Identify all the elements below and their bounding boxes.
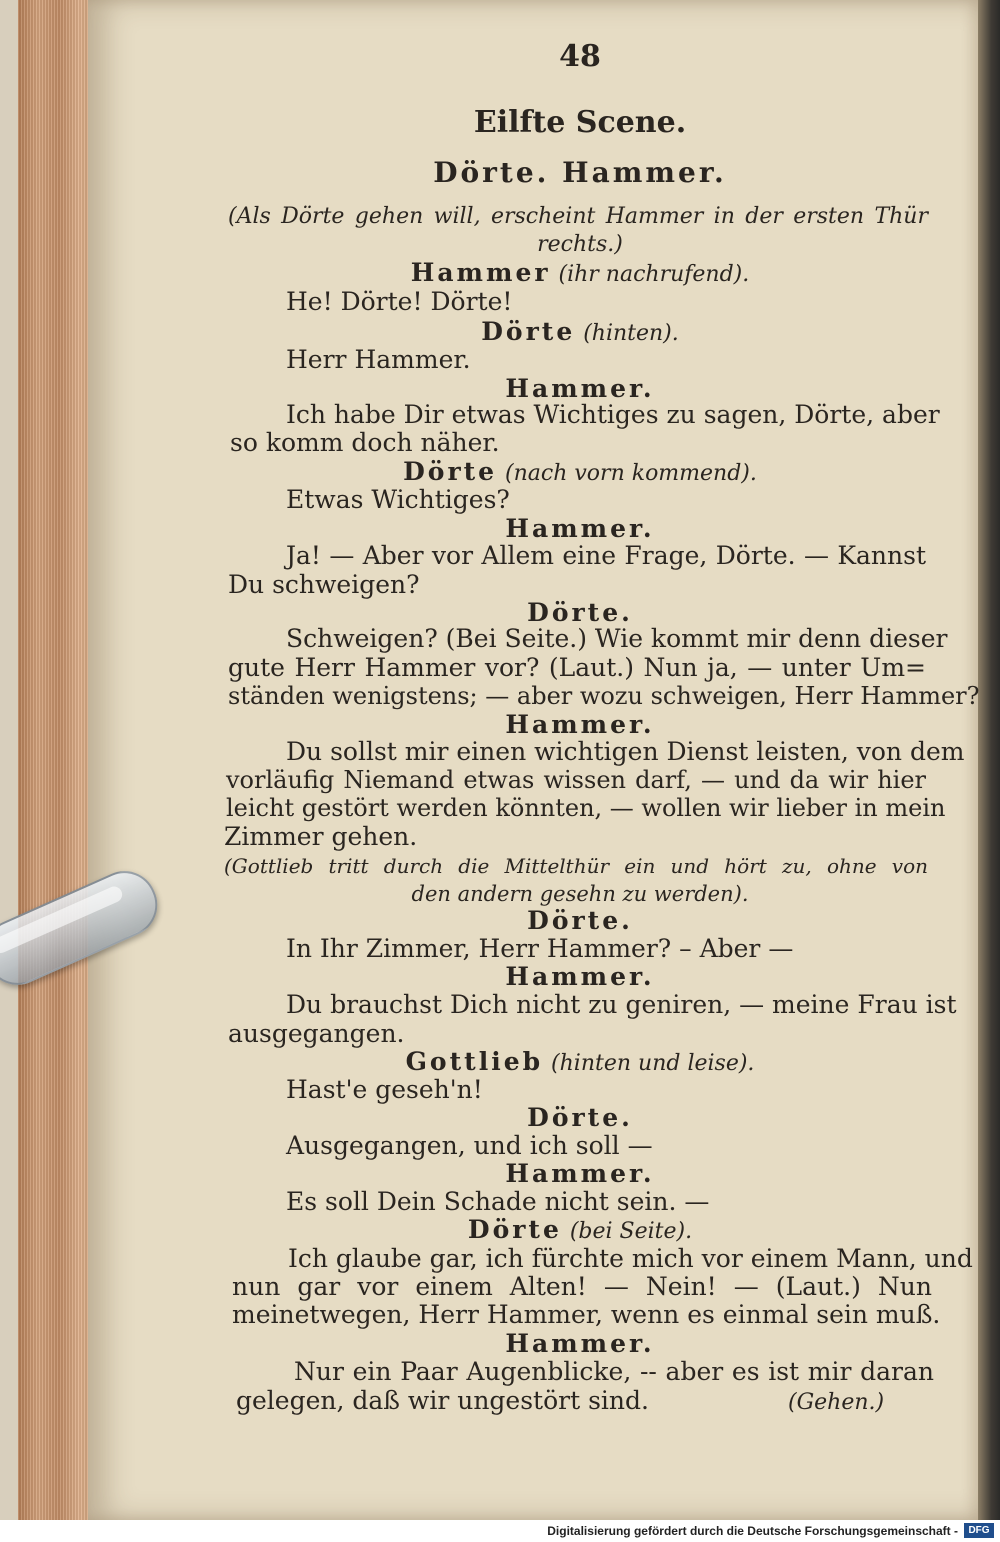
- dialogue-line: vorläufig Niemand etwas wissen darf, — und da wir hier: [226, 766, 926, 794]
- speaker-name: Dörte: [467, 1215, 562, 1244]
- speaker-name: Dörte: [403, 457, 498, 486]
- dialogue-line: Es soll Dein Schade nicht sein. —: [286, 1187, 710, 1216]
- speaker-line: [230, 258, 930, 290]
- dialogue-line: ausgegangen.: [228, 1019, 405, 1048]
- speaker-line: [230, 1215, 930, 1247]
- footer-bar: [0, 1520, 1000, 1542]
- page-number: 48: [559, 39, 601, 74]
- stage-direction: den andern gesehn zu werden).: [411, 882, 749, 906]
- speaker-name: Hammer.: [505, 514, 655, 543]
- dialogue-line: Ja! — Aber vor Allem eine Frage, Dörte. — Kannst: [286, 541, 926, 570]
- stage-direction: (Gottlieb tritt durch die Mittelthür ein und hört zu, ohne von: [224, 854, 928, 878]
- speaker-name: Hammer.: [505, 1159, 655, 1188]
- dfg-logo-icon: DFG: [964, 1523, 994, 1538]
- dialogue-line: Ausgegangen, und ich soll —: [286, 1131, 653, 1160]
- speaker-name: Hammer.: [505, 374, 655, 403]
- dialogue-line: gute Herr Hammer vor? (Laut.) Nun ja, — unter Um=: [228, 653, 926, 682]
- speaker-name: Dörte.: [527, 1103, 633, 1132]
- scene-characters: Dörte. Hammer.: [433, 156, 727, 189]
- stage-direction: (nach vorn kommend).: [505, 461, 757, 486]
- dialogue-line: Zimmer gehen.: [224, 822, 418, 851]
- speaker-name: Dörte: [481, 317, 576, 346]
- dialogue-line: Etwas Wichtiges?: [286, 485, 510, 514]
- dialogue-line: nun gar vor einem Alten! — Nein! — (Laut.) Nun: [232, 1272, 932, 1301]
- dialogue-line: He! Dörte! Dörte!: [286, 287, 513, 316]
- dialogue-line: Ich habe Dir etwas Wichtiges zu sagen, Dörte, aber: [286, 400, 940, 429]
- scene-title: Eilfte Scene.: [473, 105, 687, 140]
- dialogue-line: gelegen, daß wir ungestört sind.: [236, 1386, 649, 1415]
- stage-direction: (bei Seite).: [569, 1219, 693, 1244]
- speaker-name: Dörte.: [527, 598, 633, 627]
- speaker-name: Hammer.: [505, 962, 655, 991]
- stage-direction: (Gehen.): [788, 1390, 885, 1415]
- speaker-name: Hammer: [410, 258, 551, 287]
- dialogue-line: Du brauchst Dich nicht zu geniren, — meine Frau ist: [286, 990, 957, 1019]
- speaker-name: Hammer.: [505, 710, 655, 739]
- dialogue-line: Hast'e geseh'n!: [286, 1075, 483, 1104]
- speaker-name: Dörte.: [527, 906, 633, 935]
- dialogue-line: Ich glaube gar, ich fürchte mich vor einem Mann, und: [288, 1244, 973, 1273]
- stage-direction: (hinten und leise).: [551, 1051, 755, 1076]
- stage-direction: (hinten).: [583, 321, 679, 346]
- speaker-name: Hammer.: [505, 1329, 655, 1358]
- speaker-name: Gottlieb: [405, 1047, 544, 1076]
- dialogue-line: leicht gestört werden könnten, — wollen wir lieber in mein: [226, 794, 946, 822]
- dialogue-line: Herr Hammer.: [286, 345, 471, 374]
- footer-credit: Digitalisierung gefördert durch die Deutsche Forschungsgemeinschaft -: [547, 1524, 958, 1538]
- stage-direction: (Als Dörte gehen will, erscheint Hammer in der ersten Thür: [228, 204, 928, 229]
- stage-direction: rechts.): [537, 232, 623, 257]
- dialogue-line: Du schweigen?: [228, 570, 420, 599]
- dialogue-line: Nur ein Paar Augenblicke, -- aber es ist mir daran: [294, 1357, 934, 1386]
- dialogue-line: meinetwegen, Herr Hammer, wenn es einmal sein muß.: [232, 1300, 941, 1329]
- dialogue-line: Du sollst mir einen wichtigen Dienst leisten, von dem: [286, 737, 965, 766]
- stage-direction: (ihr nachrufend).: [558, 262, 750, 287]
- dialogue-line: so komm doch näher.: [230, 428, 500, 457]
- dialogue-line: In Ihr Zimmer, Herr Hammer? – Aber —: [286, 934, 794, 963]
- dialogue-line: Schweigen? (Bei Seite.) Wie kommt mir denn dieser: [286, 624, 948, 653]
- dialogue-line: ständen wenigstens; — aber wozu schweigen, Herr Hammer?: [228, 682, 980, 710]
